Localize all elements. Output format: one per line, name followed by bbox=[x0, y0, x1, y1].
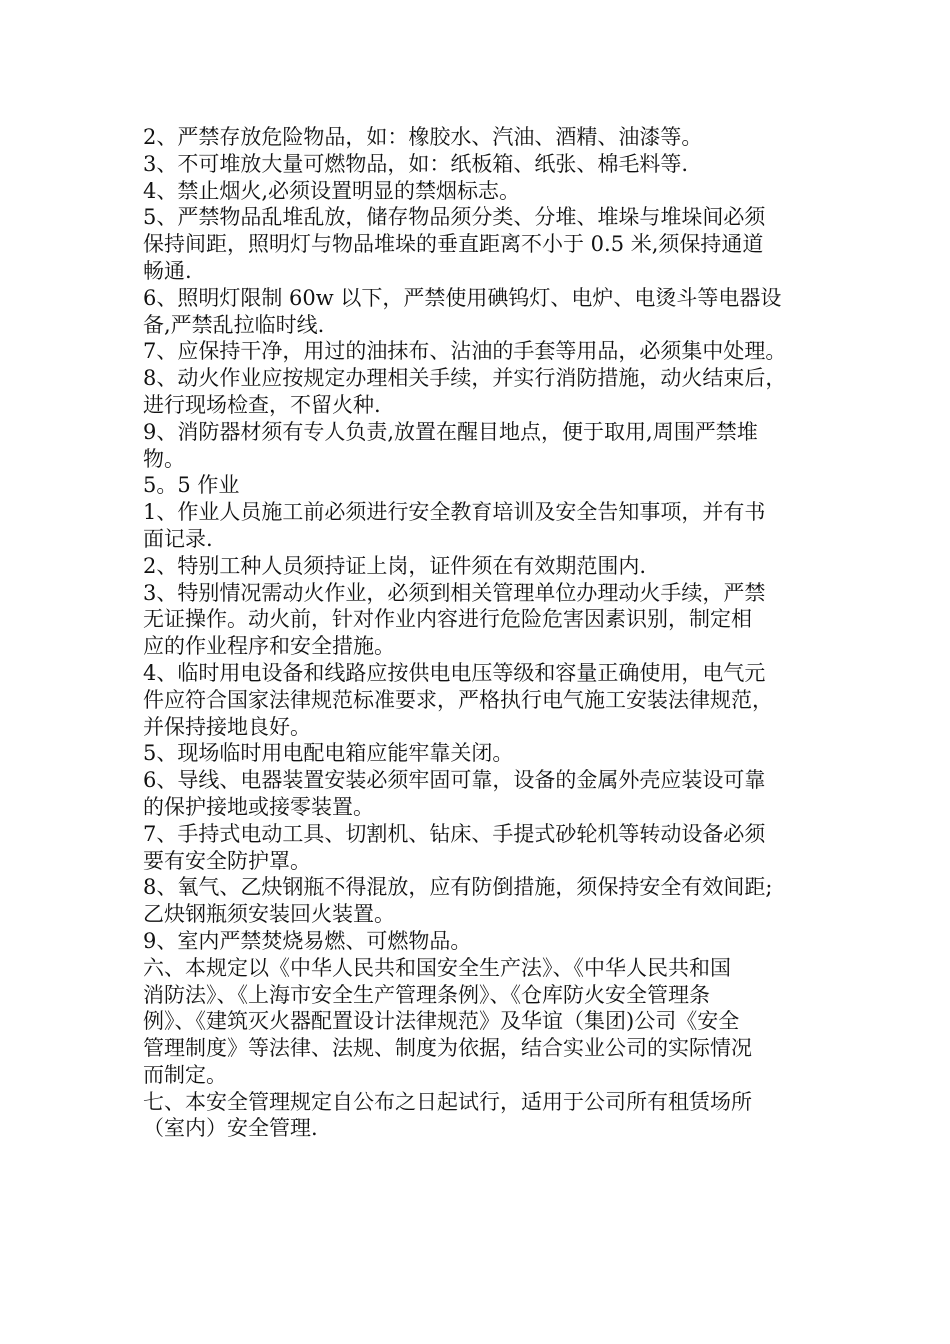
text-line: 六、本规定以《中华人民共和国安全生产法》、《中华人民共和国 bbox=[143, 955, 731, 980]
text-line: 件应符合国家法律规范标准要求，严格执行电气施工安装法律规范， bbox=[143, 687, 773, 712]
text-line: 6、照明灯限制 60w 以下，严禁使用碘钨灯、电炉、电烫斗等电器设 bbox=[143, 285, 782, 310]
text-line: 8、动火作业应按规定办理相关手续，并实行消防措施，动火结束后， bbox=[143, 366, 787, 391]
text-line: 7、手持式电动工具、切割机、钻床、手提式砂轮机等转动设备必须 bbox=[143, 821, 766, 846]
text-line: 管理制度》等法律、法规、制度为依据，结合实业公司的实际情况 bbox=[143, 1036, 752, 1061]
text-line: 七、本安全管理规定自公布之日起试行，适用于公司所有租赁场所 bbox=[143, 1089, 752, 1114]
text-line: 无证操作。动火前，针对作业内容进行危险危害因素识别，制定相 bbox=[143, 607, 752, 632]
text-line: 3、特别情况需动火作业，必须到相关管理单位办理动火手续，严禁 bbox=[143, 580, 766, 605]
text-line: 6、导线、电器装置安装必须牢固可靠，设备的金属外壳应装设可靠 bbox=[143, 768, 766, 793]
text-line: 1、作业人员施工前必须进行安全教育培训及安全告知事项，并有书 bbox=[143, 500, 766, 525]
document-body bbox=[143, 124, 823, 1142]
text-line: 并保持接地良好。 bbox=[143, 714, 311, 739]
text-line: 畅通. bbox=[143, 258, 192, 283]
text-line: 备,严禁乱拉临时线. bbox=[143, 312, 325, 337]
text-line: 4、临时用电设备和线路应按供电电压等级和容量正确使用，电气元 bbox=[143, 660, 766, 685]
text-line: 要有安全防护罩。 bbox=[143, 848, 311, 873]
text-line: 物。 bbox=[143, 446, 185, 471]
text-line: 进行现场检查，不留火种. bbox=[143, 392, 381, 417]
text-line: 3、不可堆放大量可燃物品，如：纸板箱、纸张、棉毛料等. bbox=[143, 151, 689, 176]
text-line: 保持间距，照明灯与物品堆垛的垂直距离不小于 0.5 米,须保持通道 bbox=[143, 232, 764, 257]
text-line: 面记录. bbox=[143, 526, 213, 551]
text-line: 应的作业程序和安全措施。 bbox=[143, 634, 395, 659]
text-line: 例》、《建筑灭火器配置设计法律规范》及华谊（集团)公司《安全 bbox=[143, 1009, 740, 1034]
text-line: 9、室内严禁焚烧易燃、可燃物品。 bbox=[143, 928, 472, 953]
section-heading: 5。5 作业 bbox=[143, 473, 240, 498]
text-line: 5、严禁物品乱堆乱放，储存物品须分类、分堆、堆垛与堆垛间必须 bbox=[143, 205, 766, 230]
text-line: 2、特别工种人员须持证上岗，证件须在有效期范围内. bbox=[143, 553, 647, 578]
text-line: 的保护接地或接零装置。 bbox=[143, 794, 374, 819]
text-line: 5、现场临时用电配电箱应能牢靠关闭。 bbox=[143, 741, 514, 766]
text-line: （室内）安全管理. bbox=[143, 1116, 318, 1141]
text-line: 而制定。 bbox=[143, 1062, 227, 1087]
text-line: 消防法》、《上海市安全生产管理条例》、《仓库防火安全管理条 bbox=[143, 982, 710, 1007]
text-line: 8、氧气、乙炔钢瓶不得混放，应有防倒措施，须保持安全有效间距; bbox=[143, 875, 773, 900]
text-line: 9、消防器材须有专人负责,放置在醒目地点，便于取用,周围严禁堆 bbox=[143, 419, 758, 444]
text-line: 7、应保持干净，用过的油抹布、沾油的手套等用品，必须集中处理。 bbox=[143, 339, 787, 364]
text-line: 4、禁止烟火,必须设置明显的禁烟标志。 bbox=[143, 178, 521, 203]
text-line: 乙炔钢瓶须安装回火装置。 bbox=[143, 902, 395, 927]
text-line: 2、严禁存放危险物品，如：橡胶水、汽油、酒精、油漆等。 bbox=[143, 125, 703, 149]
